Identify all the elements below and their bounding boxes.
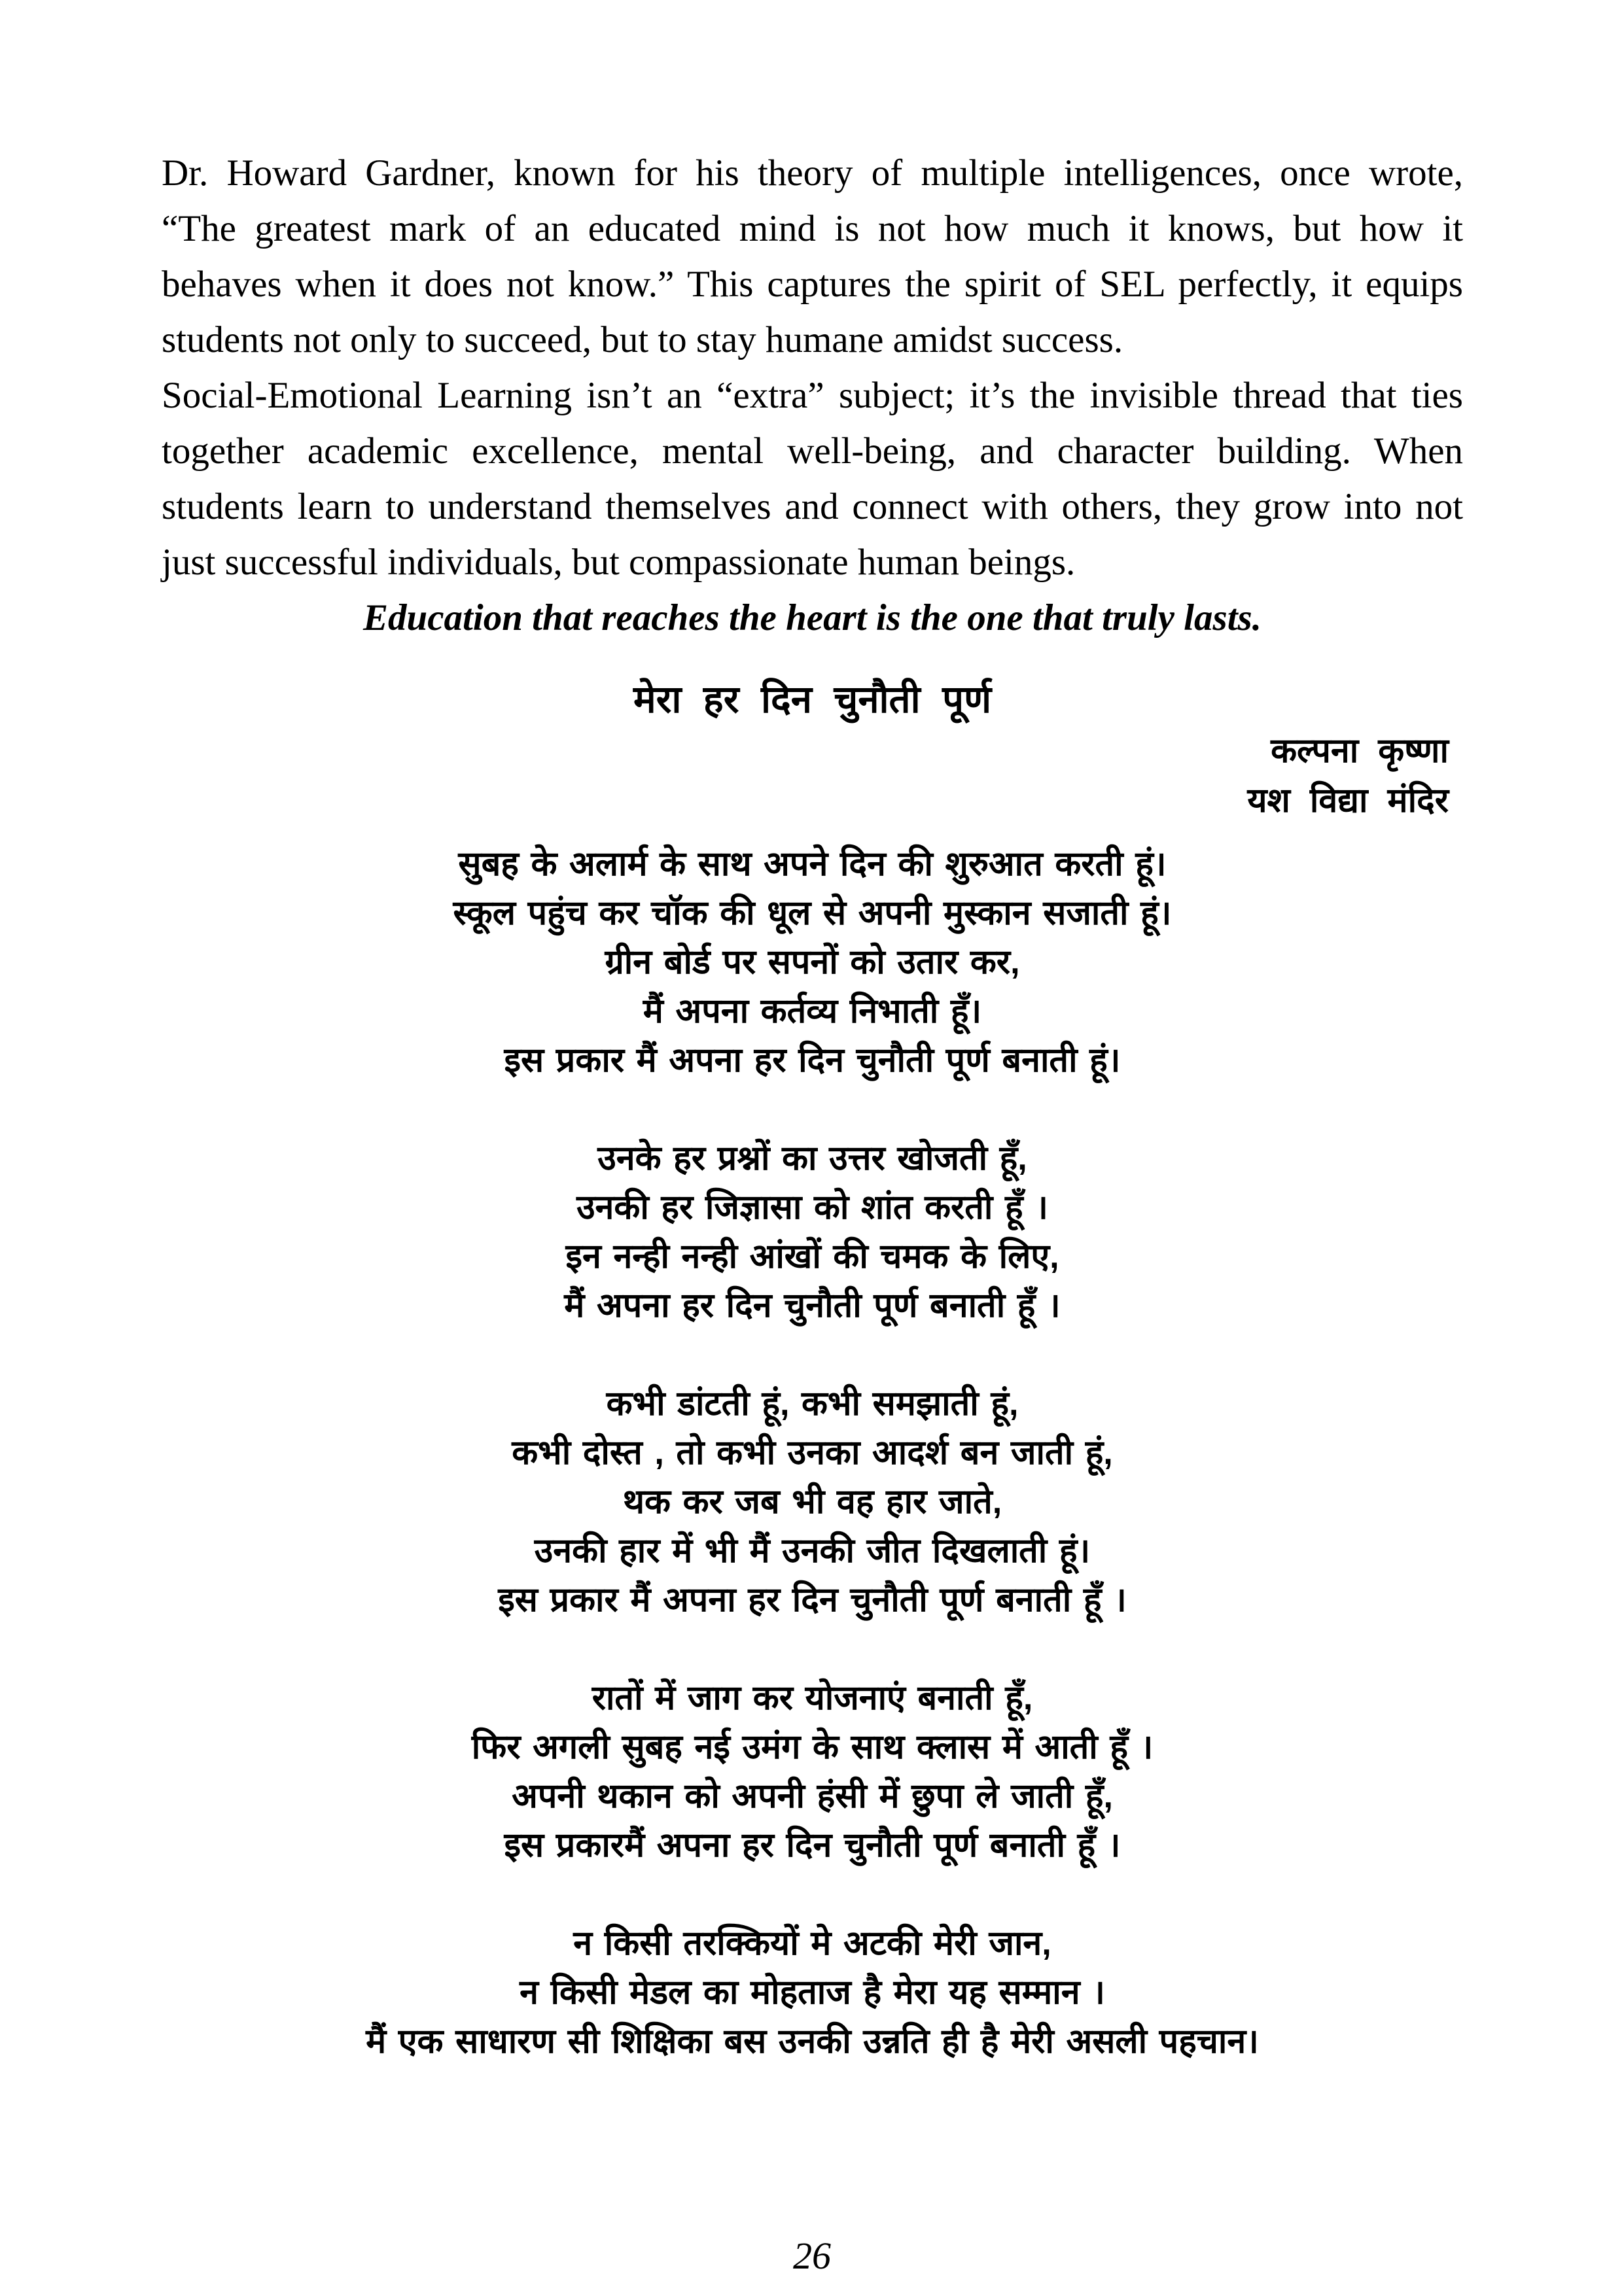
paragraph-line: Social-Emotional Learning isn’t an “extra” subject; it’s the invisible thread that ties [162, 375, 1463, 416]
paragraph-line: behaves when it does not know.” This captures the spirit of SEL perfectly, it equips [162, 264, 1463, 305]
poem-stanza-2 [162, 1134, 1463, 1331]
poem-line: इस प्रकार मैं अपना हर दिन चुनौती पूर्ण बनाती हूं। [504, 1041, 1121, 1079]
paragraph-line: “The greatest mark of an educated mind is not how much it knows, but how it [162, 208, 1463, 249]
poem-line: उनके हर प्रश्नों का उत्तर खोजती हूँ, [597, 1139, 1027, 1177]
article-tagline: Education that reaches the heart is the one that truly lasts. [363, 597, 1262, 638]
poem-stanza-3 [162, 1380, 1463, 1625]
poem-line: कभी दोस्त , तो कभी उनका आदर्श बन जाती हूं, [512, 1434, 1113, 1472]
poem-line: थक कर जब भी वह हार जाते, [622, 1483, 1002, 1521]
poem-line: अपनी थकान को अपनी हंसी में छुपा ले जाती हूँ, [512, 1777, 1113, 1815]
poem-stanza-1 [162, 840, 1463, 1085]
poem-block [162, 674, 1463, 2066]
poem-line: रातों में जाग कर योजनाएं बनाती हूँ, [591, 1679, 1033, 1717]
poem-author: कल्पना कृष्णा [1271, 732, 1449, 770]
poem-stanza-5 [162, 1919, 1463, 2066]
poem-line: इस प्रकारमैं अपना हर दिन चुनौती पूर्ण बनाती हूँ । [504, 1826, 1121, 1864]
poem-line: मैं एक साधारण सी शिक्षिका बस उनकी उन्नति ही है मेरी असली पहचान। [366, 2023, 1259, 2061]
poem-line: फिर अगली सुबह नई उमंग के साथ क्लास में आती हूँ । [471, 1728, 1154, 1766]
article-paragraph-2 [162, 368, 1463, 590]
poem-line: इस प्रकार मैं अपना हर दिन चुनौती पूर्ण बनाती हूँ । [498, 1581, 1127, 1619]
poem-line: मैं अपना हर दिन चुनौती पूर्ण बनाती हूँ । [564, 1287, 1061, 1325]
poem-title: मेरा हर दिन चुनौती पूर्ण [633, 678, 992, 721]
poem-stanza-4 [162, 1674, 1463, 1870]
poem-line: स्कूल पहुंच कर चॉक की धूल से अपनी मुस्कान सजाती हूं। [453, 894, 1172, 932]
paragraph-line: Dr. Howard Gardner, known for his theory of multiple intelligences, once wrote, [162, 152, 1463, 194]
paragraph-line: students not only to succeed, but to stay humane amidst success. [162, 319, 1123, 360]
poem-line: इन नन्ही नन्ही आंखों की चमक के लिए, [565, 1238, 1059, 1276]
poem-line: उनकी हर जिज्ञासा को शांत करती हूँ । [576, 1189, 1048, 1226]
poem-school: यश विद्या मंदिर [1247, 782, 1449, 820]
article-paragraph-1 [162, 145, 1463, 368]
page-content [162, 145, 1463, 2066]
page-number: 26 [793, 2235, 831, 2277]
poem-line: सुबह के अलार्म के साथ अपने दिन की शुरुआत करती हूं। [458, 845, 1167, 883]
paragraph-line: together academic excellence, mental well-being, and character building. When [162, 430, 1463, 472]
paragraph-line: just successful individuals, but compassionate human beings. [162, 542, 1076, 583]
poem-line: उनकी हार में भी मैं उनकी जीत दिखलाती हूं। [534, 1532, 1091, 1570]
poem-line: न किसी मेडल का मोहताज है मेरा यह सम्मान । [520, 1974, 1105, 2011]
poem-line: कभी डांटती हूं, कभी समझाती हूं, [606, 1385, 1019, 1423]
poem-line: मैं अपना कर्तव्य निभाती हूँ। [643, 992, 982, 1030]
paragraph-line: students learn to understand themselves and connect with others, they grow into not [162, 486, 1463, 527]
poem-line: ग्रीन बोर्ड पर सपनों को उतार कर, [605, 943, 1020, 981]
poem-line: न किसी तरक्कियों मे अटकी मेरी जान, [573, 1924, 1051, 1962]
